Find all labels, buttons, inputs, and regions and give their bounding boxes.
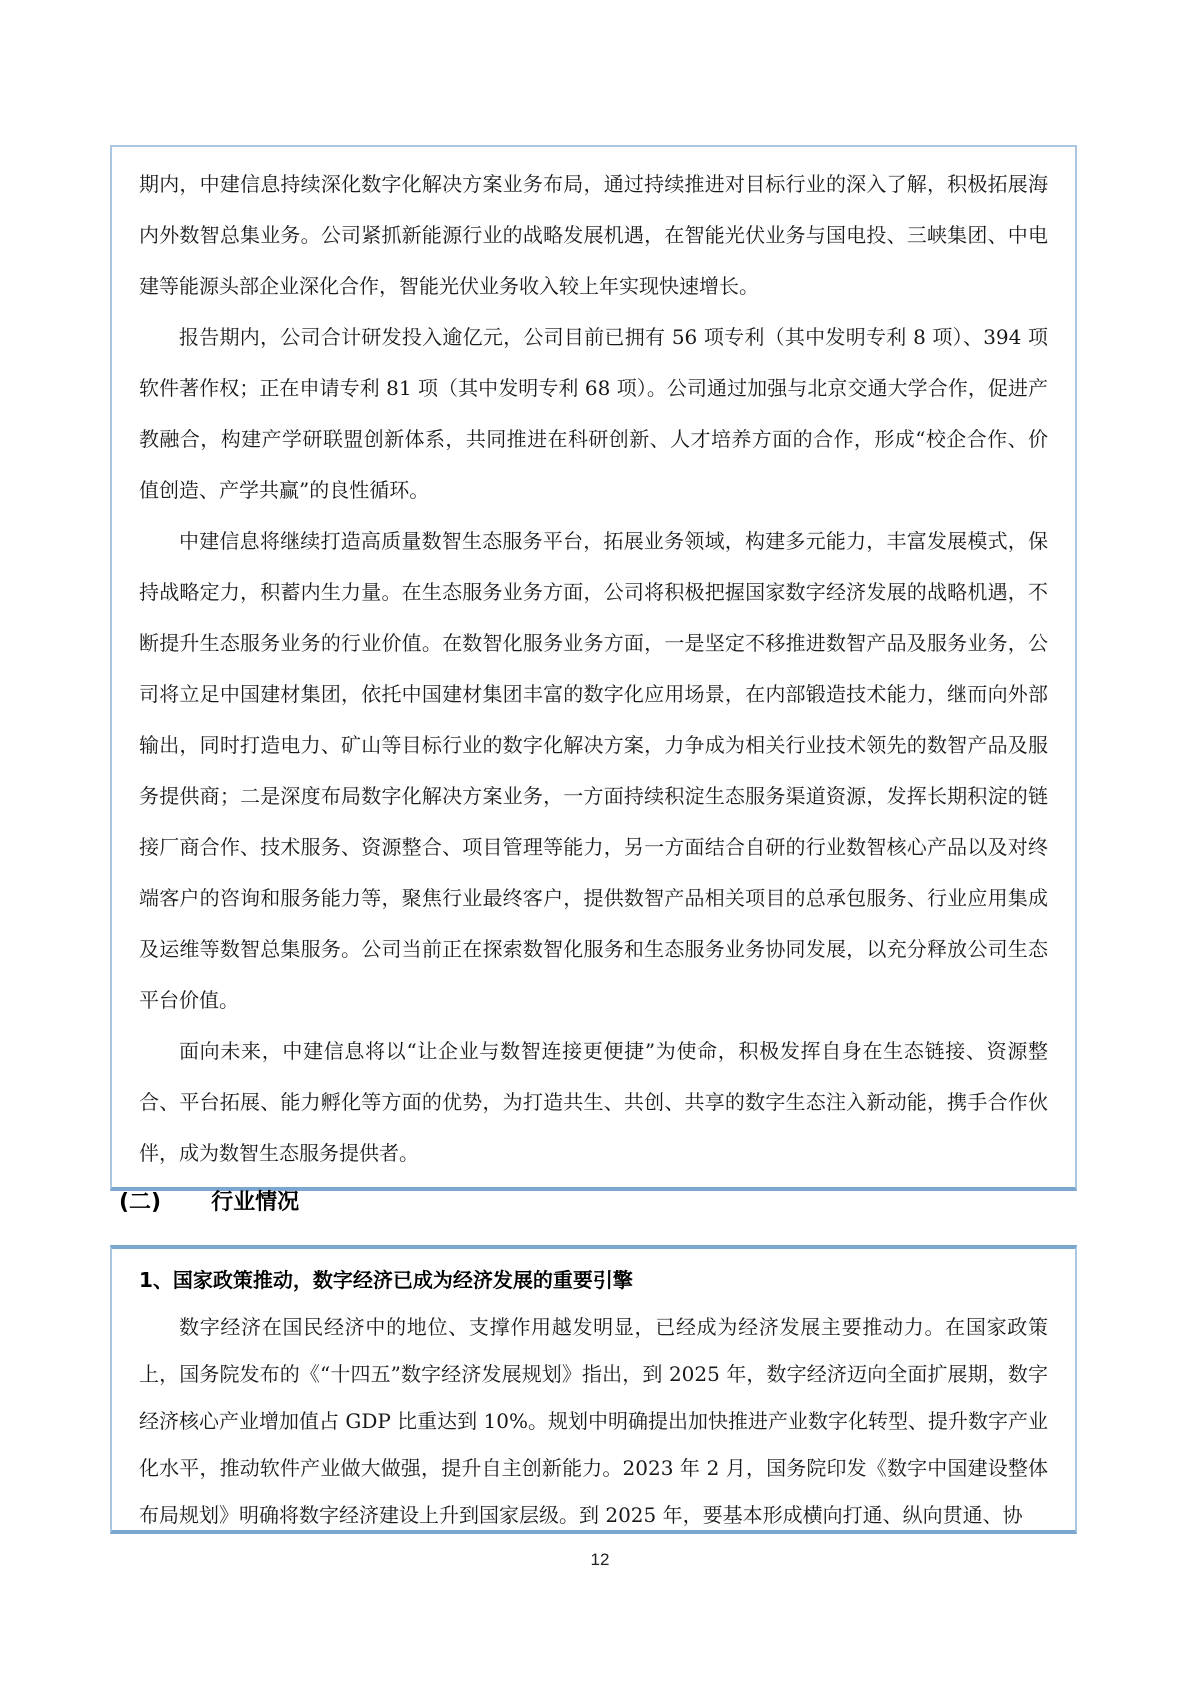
page-number: 12 [590,1550,610,1569]
paragraph-business-layout: 期内，中建信息持续深化数字化解决方案业务布局，通过持续推进对目标行业的深入了解，积极拓展海内外数智总集业务。公司紧抓新能源行业的战略发展机遇，在智能光伏业务与国电投、三峡集团、中电建等能源头部企业深化合作，智能光伏业务收入较上年实现快速增长。 [139,172,1048,298]
subsection-heading-policy: 1、国家政策推动，数字经济已成为经济发展的重要引擎 [139,1268,633,1292]
paragraph-mission: 面向未来，中建信息将以“让企业与数智连接更便捷”为使命，积极发挥自身在生态链接、资源整合、平台拓展、能力孵化等方面的优势，为打造共生、共创、共享的数字生态注入新动能，携手合作伙伴，成为数智生态服务提供者。 [139,1039,1048,1165]
section-heading-industry [119,1185,299,1216]
business-overview-box [110,145,1077,1191]
section-title: 行业情况 [211,1190,300,1215]
section-number: (二) [119,1190,162,1215]
paragraph-digital-economy-policy: 数字经济在国民经济中的地位、支撑作用越发明显，已经成为经济发展主要推动力。在国家政策上，国务院发布的《“十四五”数字经济发展规划》指出，到 2025 年，数字经济迈向全面扩展期，数字经济核心产业增加值占 GDP 比重达到 10%。规划中明确提出加快推进产业数字化转型、提升数字产业化水平，推动软件产业做大做强，提升自主创新能力。2023 年 2 月，国务院印发《数字中国建设整体布局规划》明确将数字经济建设上升到国家层级。到 2025 年，要基本形成横向打通、纵向贯通、协 [139,1315,1048,1527]
paragraph-future-strategy: 中建信息将继续打造高质量数智生态服务平台，拓展业务领域，构建多元能力，丰富发展模式，保持战略定力，积蓄内生力量。在生态服务业务方面，公司将积极把握国家数字经济发展的战略机遇，不断提升生态服务业务的行业价值。在数智化服务业务方面，一是坚定不移推进数智产品及服务业务，公司将立足中国建材集团，依托中国建材集团丰富的数字化应用场景，在内部锻造技术能力，继而向外部输出，同时打造电力、矿山等目标行业的数字化解决方案，力争成为相关行业技术领先的数智产品及服务提供商；二是深度布局数字化解决方案业务，一方面持续积淀生态服务渠道资源，发挥长期积淀的链接厂商合作、技术服务、资源整合、项目管理等能力，另一方面结合自研的行业数智核心产品以及对终端客户的咨询和服务能力等，聚焦行业最终客户，提供数智产品相关项目的总承包服务、行业应用集成及运维等数智总集服务。公司当前正在探索数智化服务和生态服务业务协同发展，以充分释放公司生态平台价值。 [139,529,1048,1012]
paragraph-rd-investment: 报告期内，公司合计研发投入逾亿元，公司目前已拥有 56 项专利（其中发明专利 8 项）、394 项软件著作权；正在申请专利 81 项（其中发明专利 68 项）。公司通过加强与北京交通大学合作，促进产教融合，构建产学研联盟创新体系，共同推进在科研创新、人才培养方面的合作，形成“校企合作、价值创造、产学共赢”的良性循环。 [139,325,1048,502]
industry-policy-box [110,1245,1077,1534]
